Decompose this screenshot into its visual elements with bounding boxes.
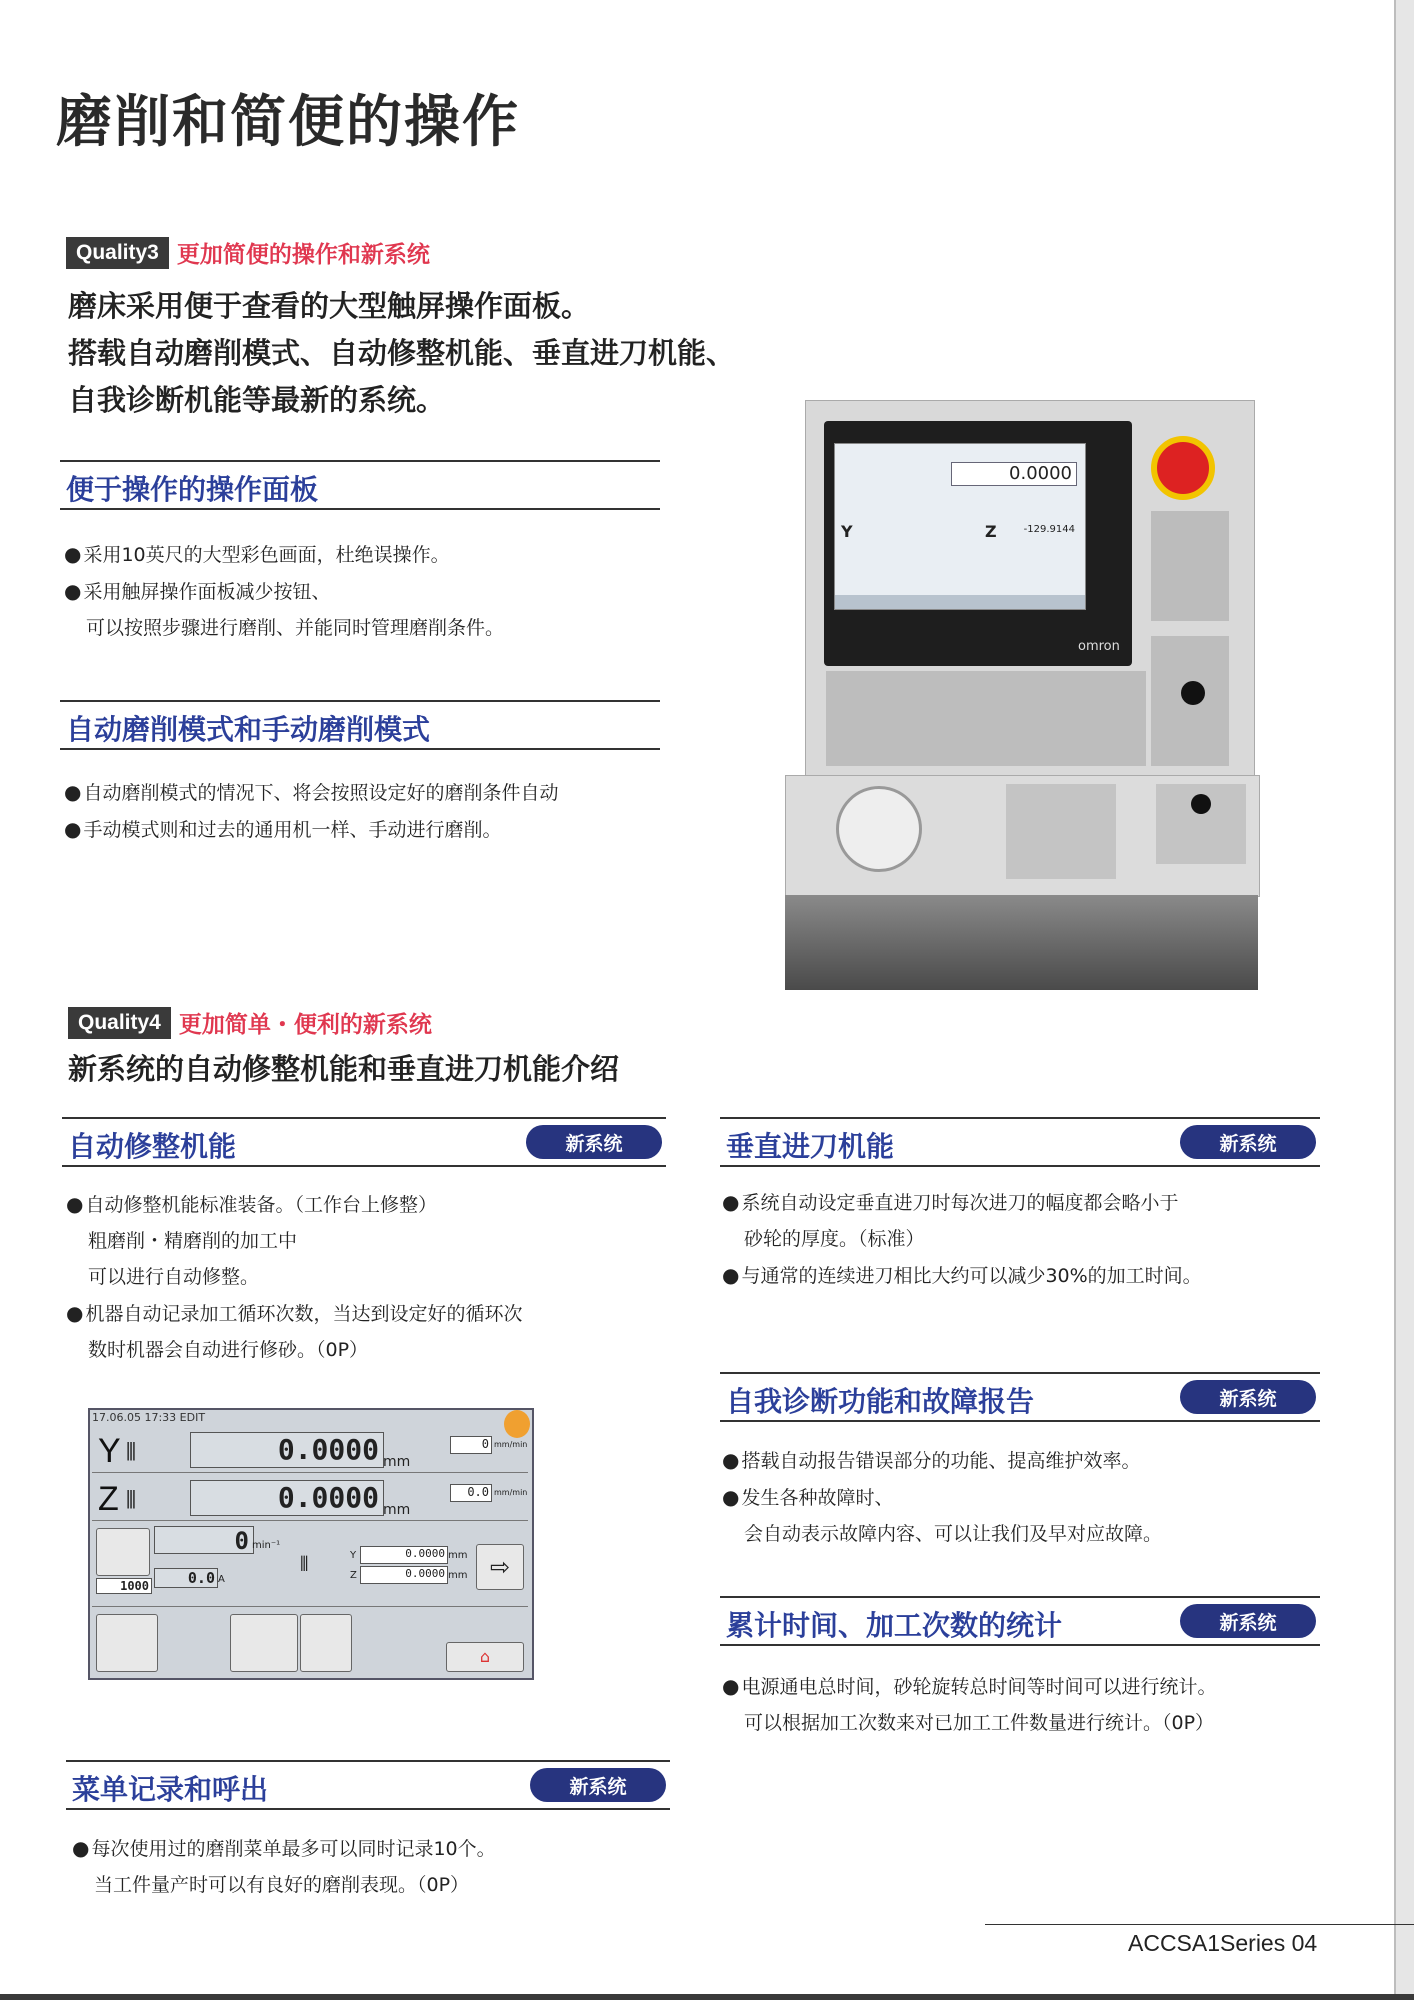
screenshot-header: 17.06.05 17:33 EDIT [92,1411,206,1424]
new-system-badge: 新系统 [530,1768,666,1802]
bullet-text: 手动模式则和过去的通用机一样、手动进行磨削。 [83,819,502,841]
bullet-text: 砂轮的厚度。（标准） [744,1228,925,1250]
y-feed-unit: mm/min [494,1440,528,1449]
dressing-bullets [66,1186,522,1368]
bullet-item [722,1668,1216,1705]
spindle-unit: min⁻¹ [252,1540,281,1551]
diagnosis-section-header [720,1372,1320,1422]
divider [92,1606,528,1607]
section-title: 便于操作的操作面板 [66,473,319,506]
new-system-badge: 新系统 [1180,1380,1316,1414]
bullet-mark: ● [64,817,82,841]
lead-line: 搭载自动磨削模式、自动修整机能、垂直进刀机能、 [68,336,736,370]
current-display: 0.0 [154,1568,218,1588]
emergency-stop-icon [1151,436,1215,500]
bullet-text: 当工件量产时可以有良好的磨削表现。（0P） [94,1874,470,1896]
bottom-band [0,1994,1414,2000]
vertical-bullets [722,1184,1202,1294]
lead-line: 磨床采用便于查看的大型触屏操作面板。 [68,289,591,323]
page-title: 磨削和简便的操作 [56,90,520,155]
machine-keypad [1151,511,1229,621]
bullet-mark: ● [722,1485,740,1509]
vertical-section-header [720,1117,1320,1167]
panel-section-bullets [64,536,504,646]
page-footer: ACCSA1Series 04 [1128,1930,1318,1956]
y-axis-label: Y [98,1432,121,1470]
quality4-lead: 新系统的自动修整机能和垂直进刀机能介绍 [68,1052,620,1086]
machine-panel-photo [770,400,1258,1000]
wheel-axis-icon: ⫴ [126,1438,137,1466]
lead-line: 自我诊断机能等最新的系统。 [68,383,446,417]
dressing-section-header [62,1117,666,1167]
machine-screen-z: Z [985,522,997,541]
bullet-text: 数时机器会自动进行修砂。（0P） [88,1339,369,1361]
bullet-item [66,1186,522,1223]
pos-z-unit: mm [448,1570,468,1581]
dresser-icon: ⫴ [300,1552,309,1576]
machine-button-bank [826,671,1146,766]
quality4-tag: Quality4 [68,1007,171,1039]
bullet-text: 与通常的连续进刀相比大约可以减少30%的加工时间。 [741,1265,1202,1287]
machine-screen-y: Y [841,522,853,541]
bullet-text: 会自动表示故障内容、可以让我们及早对应故障。 [744,1523,1163,1545]
bullet-mark: ● [722,1190,740,1214]
enter-arrow-icon[interactable]: ⇨ [476,1544,524,1590]
mode-section-bullets [64,774,558,848]
bullet-mark: ● [722,1674,740,1698]
jog-mode-button[interactable] [96,1614,158,1672]
menu-section-header [66,1760,670,1810]
bullet-text: 发生各种故障时、 [741,1487,894,1509]
bullet-mark: ● [66,1192,84,1216]
wheel-button[interactable] [300,1614,352,1672]
z-unit: mm [383,1502,411,1518]
spindle-button[interactable] [96,1528,150,1576]
wheel-axis-icon: ⫴ [126,1486,137,1514]
section-title: 自动修整机能 [68,1130,237,1163]
section-title: 菜单记录和呼出 [72,1773,269,1806]
bullet-text: 采用10英尺的大型彩色画面，杜绝误操作。 [83,544,450,566]
machine-screen-value2: -129.9144 [1023,524,1075,535]
bullet-text: 自动修整机能标准装备。（工作台上修整） [85,1194,437,1216]
bullet-text: 搭载自动报告错误部分的功能、提高维护效率。 [741,1450,1141,1472]
new-system-badge: 新系统 [1180,1125,1316,1159]
lock-icon [504,1410,530,1438]
bullet-mark: ● [66,1301,84,1325]
bullet-mark: ● [722,1263,740,1287]
machine-lower-panel [785,775,1260,897]
bullet-item [72,1830,496,1867]
divider [92,1520,528,1521]
bullet-text: 可以根据加工次数来对已加工工件数量进行统计。（0P） [744,1712,1215,1734]
manual-mode-button[interactable] [230,1614,298,1672]
bullet-text: 采用触屏操作面板减少按钮、 [83,581,331,603]
spindle-display: 0 [154,1526,254,1554]
bullet-text: 粗磨削・精磨削的加工中 [88,1230,298,1252]
bullet-text: 自动磨削模式的情况下、将会按照设定好的磨削条件自动 [83,782,559,804]
bullet-mark: ● [64,579,82,603]
override-knob-icon [1191,794,1211,814]
bullet-item [722,1479,1162,1516]
bullet-item [722,1184,1202,1221]
mode-section-header [60,700,660,750]
bullet-item [66,1295,522,1332]
machine-jog-buttons [1006,784,1116,879]
new-system-badge: 新系统 [526,1125,662,1159]
bullet-item [722,1442,1162,1479]
quality3-lead [68,283,735,424]
y-feed-display: 0 [450,1436,492,1454]
machine-brand: omron [1078,639,1120,654]
machine-base [785,895,1258,990]
z-position-display: 0.0000 [190,1480,384,1516]
selector-knob-icon [1181,681,1205,705]
pos-y-display: 0.0000 [360,1546,448,1564]
quality3-title: 更加简便的操作和新系统 [176,242,430,268]
page-edge [1396,0,1414,2000]
bullet-item [64,774,558,811]
bullet-text: 每次使用过的磨削菜单最多可以同时记录10个。 [91,1838,496,1860]
hmi-screenshot [88,1408,534,1680]
section-title: 累计时间、加工次数的统计 [726,1609,1063,1642]
spindle-set-display: 1000 [96,1578,152,1594]
y-position-display: 0.0000 [190,1432,384,1468]
machine-upper-panel [805,400,1255,777]
machine-screen-value: 0.0000 [951,462,1077,486]
bullet-item [722,1257,1202,1294]
pos-y-label: Y [350,1550,357,1561]
z-feed-unit: mm/min [494,1488,528,1497]
section-title: 自我诊断功能和故障报告 [726,1385,1035,1418]
statistics-bullets [722,1668,1216,1741]
pos-z-display: 0.0000 [360,1566,448,1584]
z-axis-label: Z [98,1480,119,1518]
footer-rule [985,1924,1414,1925]
pos-y-unit: mm [448,1550,468,1561]
quality4-title: 更加简单・便利的新系统 [178,1012,432,1038]
bullet-text: 可以进行自动修整。 [88,1266,260,1288]
bullet-mark: ● [722,1448,740,1472]
bullet-item [64,573,504,610]
statistics-section-header [720,1596,1320,1646]
machine-screen [834,443,1086,610]
home-icon[interactable]: ⌂ [446,1642,524,1672]
bullet-text: 电源通电总时间，砂轮旋转总时间等时间可以进行统计。 [741,1676,1217,1698]
new-system-badge: 新系统 [1180,1604,1316,1638]
bullet-mark: ● [64,780,82,804]
bullet-mark: ● [64,542,82,566]
bullet-item [64,811,558,848]
pos-z-label: Z [350,1570,357,1581]
section-title: 自动磨削模式和手动磨削模式 [66,713,431,746]
current-unit: A [218,1574,225,1585]
y-unit: mm [383,1454,411,1470]
bullet-mark: ● [72,1836,90,1860]
handwheel-icon [836,786,922,872]
bullet-text: 机器自动记录加工循环次数，当达到设定好的循环次 [85,1303,523,1325]
machine-screen-footer [835,595,1085,609]
panel-section-header [60,460,660,510]
quality3-header [66,236,430,269]
divider [92,1472,528,1473]
menu-bullets [72,1830,496,1903]
bullet-item [64,536,504,573]
bullet-text: 系统自动设定垂直进刀时每次进刀的幅度都会略小于 [741,1192,1179,1214]
bullet-text: 可以按照步骤进行磨削、并能同时管理磨削条件。 [86,617,505,639]
quality4-header [68,1006,432,1039]
section-title: 垂直进刀机能 [726,1130,895,1163]
z-feed-display: 0.0 [450,1484,492,1502]
quality3-tag: Quality3 [66,237,169,269]
diagnosis-bullets [722,1442,1162,1552]
